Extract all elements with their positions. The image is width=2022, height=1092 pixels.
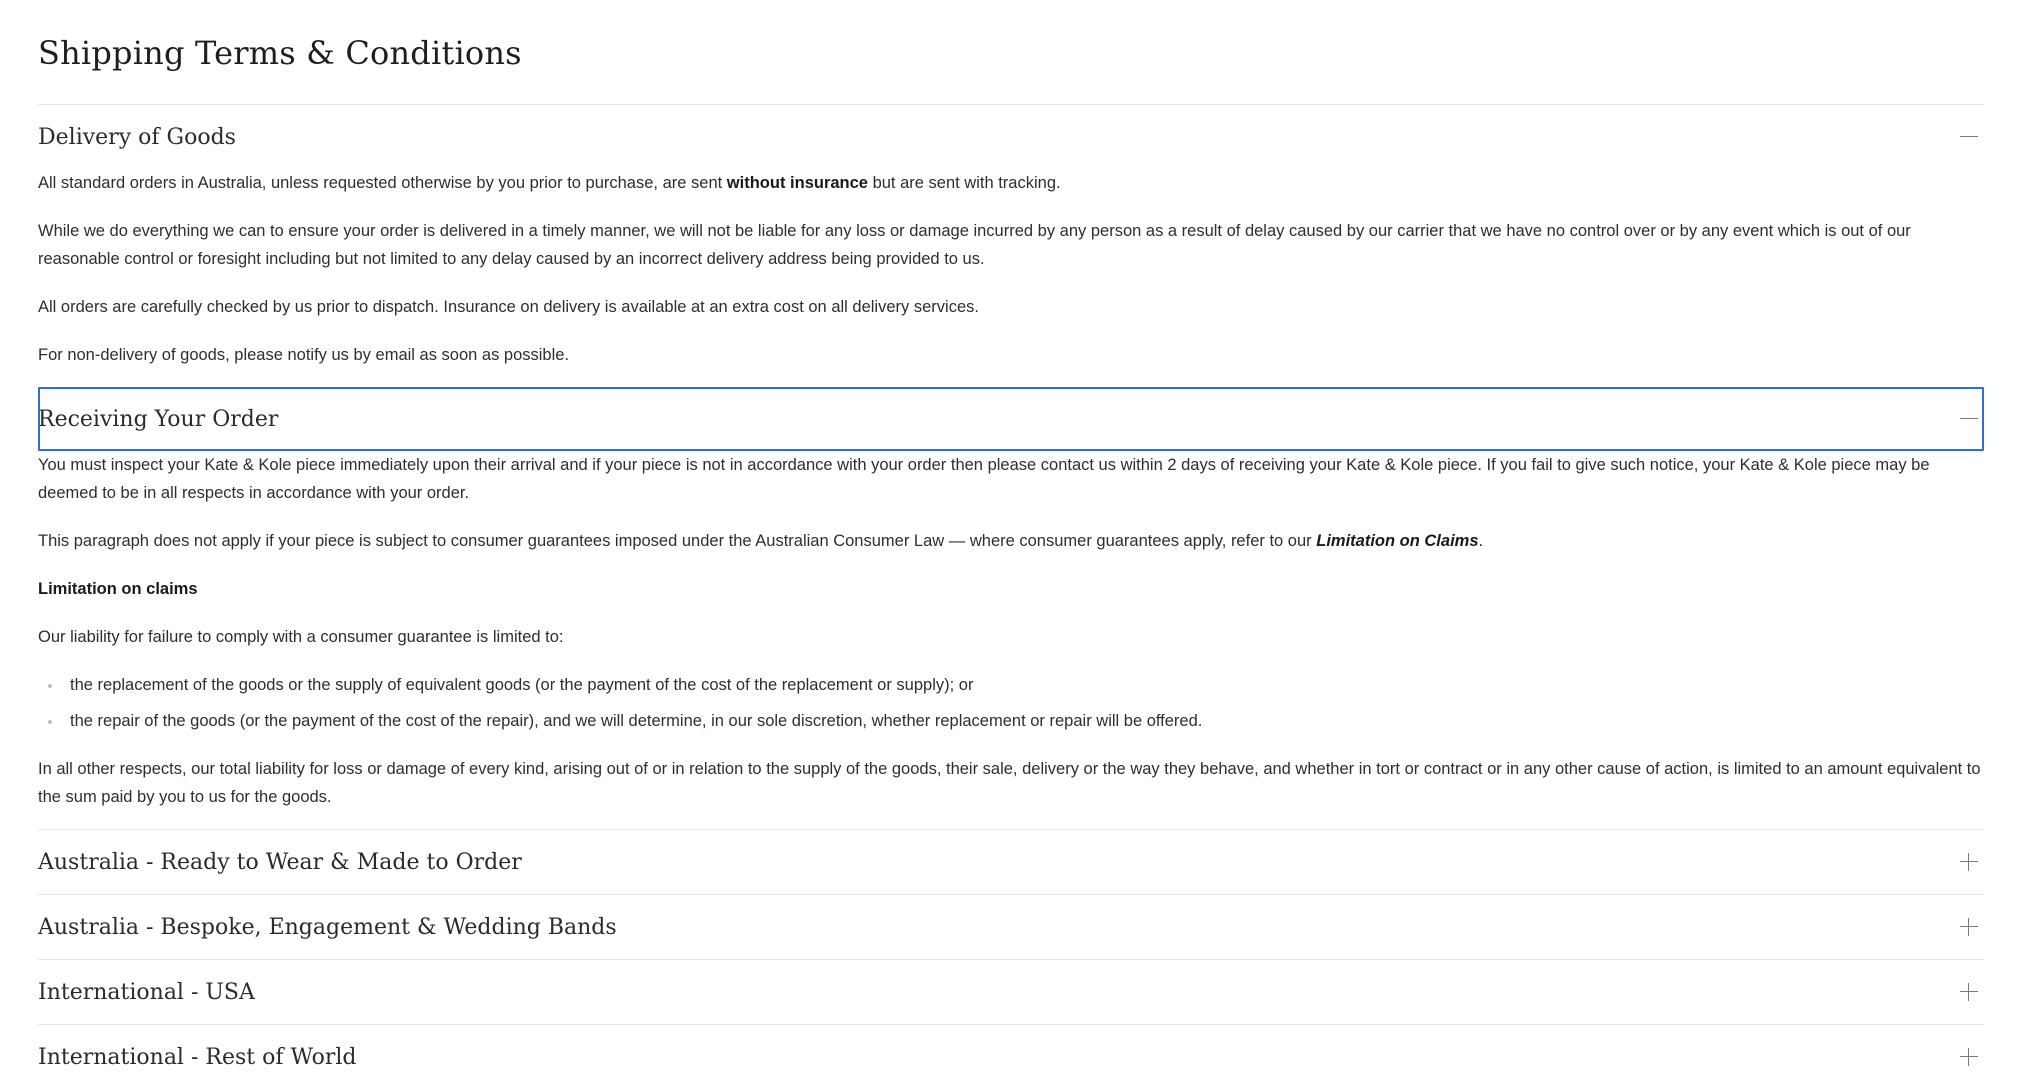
paragraph: Our liability for failure to comply with a consumer guarantee is limited to: bbox=[38, 628, 564, 646]
paragraph: All standard orders in Australia, unless requested otherwise by you prior to purchase, are sent without insurance but are sent with tracking. bbox=[38, 174, 1061, 192]
page-title: Shipping Terms & Conditions bbox=[38, 34, 522, 72]
accordion-body-receiving bbox=[38, 451, 1984, 811]
paragraph: All orders are carefully checked by us prior to dispatch. Insurance on delivery is available at an extra cost on all delivery services. bbox=[38, 298, 979, 316]
accordion-title: Delivery of Goods bbox=[38, 124, 236, 150]
subheading: Limitation on claims bbox=[38, 580, 198, 598]
accordion-title: International - USA bbox=[38, 979, 255, 1005]
plus-icon[interactable] bbox=[1960, 1048, 1978, 1066]
accordion-delivery-of-goods bbox=[38, 104, 1984, 369]
accordion-title: International - Rest of World bbox=[38, 1044, 357, 1070]
accordion-header[interactable] bbox=[38, 895, 1984, 959]
accordion-receiving-your-order bbox=[38, 387, 1984, 811]
paragraph: This paragraph does not apply if your piece is subject to consumer guarantees imposed under the Australian Consumer Law — where consumer guarantees apply, refer to our Limitation on Claims. bbox=[38, 532, 1484, 550]
plus-icon[interactable] bbox=[1960, 983, 1978, 1001]
minus-icon[interactable] bbox=[1960, 128, 1978, 146]
bullet-list bbox=[38, 671, 1984, 735]
accordion-international-rest-of-world bbox=[38, 1024, 1984, 1089]
paragraph: You must inspect your Kate & Kole piece immediately upon their arrival and if your piece is not in accordance with your order then please contact us within 2 days of receiving your Kate & Kole piece. If you fail to give such notice, your Kate & Kole piece may be deemed to be in all respects in accordance with your order. bbox=[38, 456, 1930, 502]
accordion-header[interactable] bbox=[38, 830, 1984, 894]
paragraph: For non-delivery of goods, please notify us by email as soon as possible. bbox=[38, 346, 570, 364]
plus-icon[interactable] bbox=[1960, 918, 1978, 936]
paragraph: In all other respects, our total liability for loss or damage of every kind, arising out of or in relation to the supply of the goods, their sale, delivery or the way they behave, and whether in tort or contract or in any other cause of action, is limited to an amount equivalent to the sum paid by you to us for the goods. bbox=[38, 760, 1981, 806]
list-item: the repair of the goods (or the payment of the cost of the repair), and we will determine, in our sole discretion, whether replacement or repair will be offered. bbox=[38, 707, 1984, 735]
bold-text: without insurance bbox=[726, 174, 868, 192]
list-item: the replacement of the goods or the supply of equivalent goods (or the payment of the cost of the replacement or supply); or bbox=[38, 671, 1984, 699]
paragraph: While we do everything we can to ensure your order is delivered in a timely manner, we will not be liable for any loss or damage incurred by any person as a result of delay caused by our carrier that we have no control over or by any event which is out of our reasonable control or foresight including but not limited to any delay caused by an incorrect delivery address being provided to us. bbox=[38, 222, 1911, 268]
accordion-header-delivery[interactable] bbox=[38, 105, 1984, 169]
accordion-australia-ready-to-wear bbox=[38, 829, 1984, 894]
accordion-title: Australia - Ready to Wear & Made to Order bbox=[38, 849, 522, 875]
accordion-header[interactable] bbox=[38, 1025, 1984, 1089]
accordion-body-delivery bbox=[38, 169, 1984, 369]
accordion-australia-bespoke bbox=[38, 894, 1984, 959]
accordion-title: Receiving Your Order bbox=[38, 406, 279, 432]
limitation-on-claims-link[interactable]: Limitation on Claims bbox=[1316, 532, 1479, 550]
accordion-header-receiving[interactable] bbox=[38, 387, 1984, 451]
minus-icon[interactable] bbox=[1960, 410, 1978, 428]
accordion-international-usa bbox=[38, 959, 1984, 1024]
accordion-header[interactable] bbox=[38, 960, 1984, 1024]
plus-icon[interactable] bbox=[1960, 853, 1978, 871]
accordion-title: Australia - Bespoke, Engagement & Wedding Bands bbox=[38, 914, 617, 940]
